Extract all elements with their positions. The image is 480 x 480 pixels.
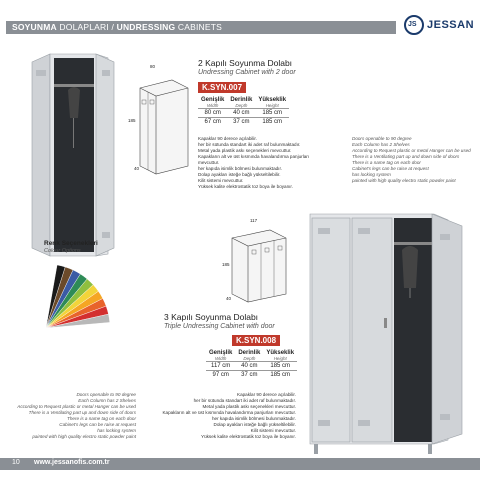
dim-header-height: Yükseklik Height [258,97,287,108]
colour-options-subtitle: Colour Options [44,248,81,254]
dim-header-depth: Derinlik Depth [238,350,261,361]
dim-header-width: Genişlik Width [201,97,225,108]
product1-code: K.SYN.007 [198,82,246,93]
section-title [12,22,222,32]
dim-header-width: Genişlik Width [209,350,233,361]
product2-subtitle: Triple Undressing Cabinet with door [164,323,275,330]
product2-diagram [226,224,292,304]
title-en-rest: CABINETS [175,22,222,32]
dim-header-height: Yükseklik Height [266,350,295,361]
product1-dimension-table [198,97,289,126]
product2-photo [298,208,468,458]
table-row: 80 cm 40 cm 185 cm [198,109,289,118]
product2-depth-label: 40 [226,296,232,301]
product1-width-label: 80 [150,64,156,69]
website-link[interactable]: www.jessanofis.com.tr [34,459,110,466]
product2-dimension-table [206,350,297,379]
product1-photo [24,48,124,260]
product2-code: K.SYN.008 [232,335,280,346]
colour-options-title: Renk Seçenekleri [44,240,98,247]
product1-description-tr: Kapaklar 90 derece açılabilir. her bir sütunda standart iki adet raf bulunmaktadır. Metal yada plastik askı seçenekleri mevcuttur. Kapakların alt ve üst kısmında havalandırma panjurları mevcuttur. her kapıda isimlik bölmesi bulunmaktadır. Dolap ayakları isteğe bağlı yükseltilebilir. Kilit sistemi mevcuttur. Yüksek kalite elektrostatik toz boya ile boyanır. [198,136,310,189]
product2-title: 3 Kapılı Soyunma Dolabı [164,312,259,322]
product2-description-tr: Kapaklar 90 derece açılabilir. her bir sütunda standart iki adet raf bulunmaktadır. Metal yada plastik askı seçenekleri mevcuttur. Kapakların alt ve üst kısmında havalandırma panjurları mevcuttur. her kapıda isimlik bölmesi bulunmaktadır. Dolap ayakları isteğe bağlı yükseltilebilir. Kilit sistemi mevcuttur. Yüksek kalite elektrostatik toz boya ile boyanır. [162,392,296,439]
page-number: 10 [12,459,20,466]
brand-logo [404,15,476,37]
product1-title: 2 Kapılı Soyunma Dolabı [198,58,293,68]
table-row: 67 cm 37 cm 185 cm [198,118,289,127]
product2-description-en: Doors openable to 90 degree Each Column has 2 Shelves According to Request plastic or metal Hanger can be used There is a Ventilating part up and down side of doors There is a name tag on each door Cabinet's legs can be raise at request has locking system painted with high quality electro static powder paint [17,392,136,439]
title-tr-bold: SOYUNMA [12,22,57,32]
dim-header-depth: Derinlik Depth [230,97,253,108]
product2-width-label: 117 [250,218,258,223]
product1-height-label: 185 [128,118,136,123]
logo-letter: JS [408,21,417,28]
product1-diagram [132,70,196,175]
product1-depth-label: 40 [134,166,140,171]
title-en-bold: UNDRESSING [116,22,176,32]
table-row: 117 cm 40 cm 185 cm [206,362,297,371]
title-tr-rest: DOLAPLARI / [56,22,117,32]
colour-fan [40,258,112,332]
table-row: 97 cm 37 cm 185 cm [206,371,297,380]
logo-mark-icon [404,15,424,35]
product2-height-label: 185 [222,262,230,267]
logo-name: JESSAN [427,19,475,31]
product1-subtitle: Undressing Cabinet with 2 door [198,69,296,76]
product1-description-en: Doors openable to 90 degree Each Column has 2 Shelves According to Request plastic or metal Hanger can be used There is a Ventilating part up and down side of doors There is a name tag on each door Cabinet's legs can be raise at request has locking system painted with high quality electro static powder paint [352,136,471,183]
